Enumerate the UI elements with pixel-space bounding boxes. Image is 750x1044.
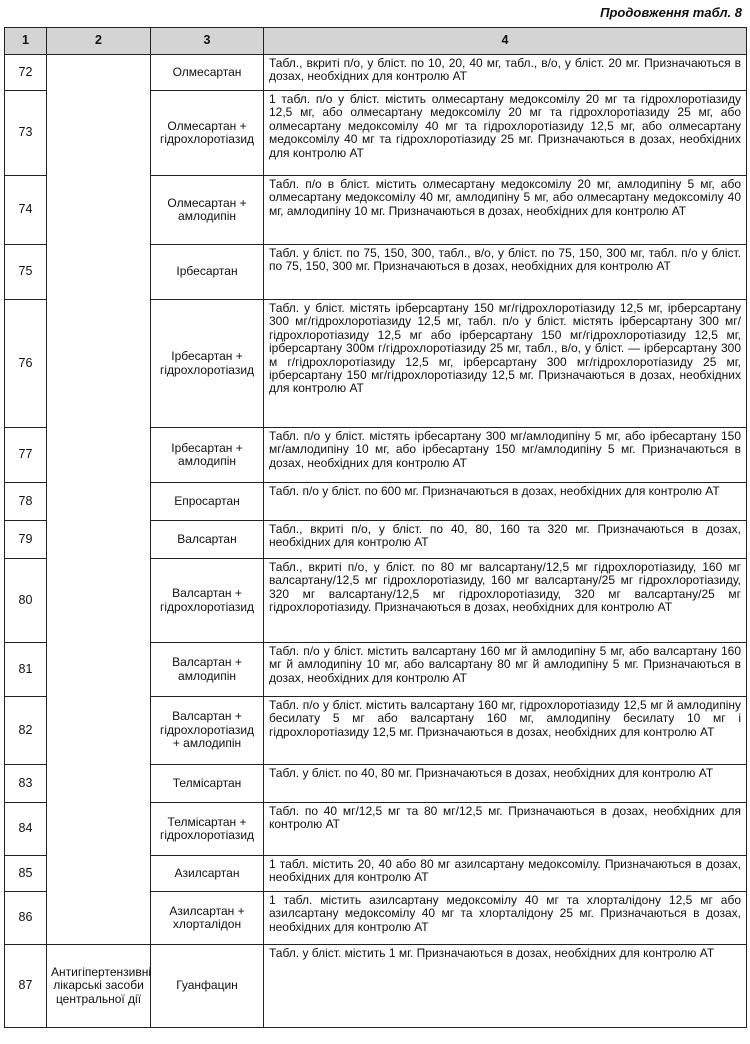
- row-number: 78: [5, 483, 47, 521]
- drug-name: Валсартан: [151, 521, 264, 559]
- drug-description: Табл. п/о у бліст. містить валсартану 160 мг, гідрохлоротіазиду 12,5 мг й амлодипіну бесилату 5 мг або валсартану 160 мг, амлодипіну бесилату 10 мг і гідрохлоротіазиду 12,5 мг. Призначаються в дозах, необхідних для контролю АТ: [264, 697, 747, 765]
- row-number: 86: [5, 892, 47, 945]
- row-number: 77: [5, 428, 47, 483]
- row-number: 76: [5, 300, 47, 428]
- drug-description: 1 табл. містить 20, 40 або 80 мг азилсартану медоксомілу. Призначаються в дозах, необхідних для контролю АТ: [264, 856, 747, 892]
- drug-description: 1 табл. містить азилсартану медоксомілу 40 мг та хлорталідону 12,5 мг або азилсартану медоксомілу 40 мг та хлорталідону 25 мг. Призначаються в дозах, необхідних для контролю АТ: [264, 892, 747, 945]
- row-number: 83: [5, 765, 47, 803]
- row-number: 74: [5, 176, 47, 245]
- drug-name: Олмесартан + амлодипін: [151, 176, 264, 245]
- header-col-2: 2: [47, 28, 151, 55]
- drug-name: Азилсартан: [151, 856, 264, 892]
- drug-name: Епросартан: [151, 483, 264, 521]
- drug-name: Телмісартан + гідрохлоротіазид: [151, 803, 264, 856]
- table-row: [5, 55, 747, 91]
- drug-name: Гуанфацин: [151, 945, 264, 1028]
- header-col-1: 1: [5, 28, 47, 55]
- header-row: [5, 28, 747, 55]
- drug-name: Ірбесартан + амлодипін: [151, 428, 264, 483]
- drug-name: Телмісартан: [151, 765, 264, 803]
- drug-name: Ірбесартан + гідрохлоротіазид: [151, 300, 264, 428]
- table-continuation-caption: Продовження табл. 8: [600, 5, 742, 20]
- drug-description: Табл., вкриті п/о, у бліст. по 40, 80, 160 та 320 мг. Призначаються в дозах, необхідних для контролю АТ: [264, 521, 747, 559]
- row-number: 81: [5, 643, 47, 697]
- drug-class-cell: Антигіпертензивні лікарські засоби центральної дії: [47, 945, 151, 1028]
- drug-description: Табл., вкриті п/о, у бліст. по 10, 20, 40 мг, табл., в/о, у бліст. 20 мг. Призначаються в дозах, необхідних для контролю АТ: [264, 55, 747, 91]
- drug-description: Табл. у бліст. містять ірберсартану 150 мг/гідрохлоротіазиду 12,5 мг, ірберсартану 300 мг/гідрохлоротіазиду 12,5 мг, табл. п/о у бліст. містять ірберсартану 300 мг/гідрохлоротіазиду 12,5 мг або ірберсартану 150 мг/гідрохлоротіазиду 12,5 мг, ірберсартану 300м г/гідрохлоротіазиду 25 мг, табл., в/о, у бліст. — ірберсартану 300 м г/гідрохлоротіазиду 12,5 мг, ірберсартану 300 мг/гідрохлоротіазиду 25 мг, ірберсартану 150 мг/гідрохлоротіазиду 12,5 мг. Призначаються в дозах, необхідних для контролю АТ: [264, 300, 747, 428]
- row-number: 87: [5, 945, 47, 1028]
- drug-description: Табл. по 40 мг/12,5 мг та 80 мг/12,5 мг. Призначаються в дозах, необхідних для контролю АТ: [264, 803, 747, 856]
- drug-table: [4, 27, 747, 1028]
- drug-name: Ірбесартан: [151, 245, 264, 300]
- drug-description: 1 табл. п/о у бліст. містить олмесартану медоксомілу 20 мг та гідрохлоротіазиду 12,5 мг, або олмесартану медоксомілу 20 мг та гідрохлоротіазиду 25 мг, або олмесартану медоксомілу 40 мг та гідрохлоротіазиду 12,5 мг, або олмесартану медоксомілу 40 мг та гідрохлоротіазиду 25 мг. Призначаються в дозах, необхідних для контролю АТ: [264, 91, 747, 176]
- header-col-3: 3: [151, 28, 264, 55]
- row-number: 82: [5, 697, 47, 765]
- row-number: 79: [5, 521, 47, 559]
- drug-description: Табл. п/о у бліст. містять ірбесартану 300 мг/амлодипіну 5 мг, або ірбесартану 150 мг/амлодипіну 10 мг, або ірбесартану 150 мг/амлодипіну 5 мг. Призначаються в дозах, необхідних для контролю АТ: [264, 428, 747, 483]
- drug-description: Табл. у бліст. містить 1 мг. Призначаються в дозах, необхідних для контролю АТ: [264, 945, 747, 1028]
- header-col-4: 4: [264, 28, 747, 55]
- drug-description: Табл. у бліст. по 75, 150, 300, табл., в/о, у бліст. по 75, 150, 300 мг, табл. п/о у бліст. по 75, 150, 300 мг. Призначаються в дозах, необхідних для контролю АТ: [264, 245, 747, 300]
- row-number: 85: [5, 856, 47, 892]
- drug-description: Табл., вкриті п/о, у бліст. по 80 мг валсартану/12,5 мг гідрохлоротіазиду, 160 мг валсартану/12,5 мг гідрохлоротіазиду, 160 мг валсартану/25 мг гідрохлоротіазиду, 320 мг валсартану/12,5 мг гідрохлоротіазиду, 320 мг валсартану/25 мг гідрохлоротіазиду. Призначаються в дозах, необхідних для контролю АТ: [264, 559, 747, 643]
- drug-name: Азилсартан + хлорталідон: [151, 892, 264, 945]
- drug-name: Олмесартан + гідрохлоротіазид: [151, 91, 264, 176]
- row-number: 84: [5, 803, 47, 856]
- drug-description: Табл. у бліст. по 40, 80 мг. Призначаються в дозах, необхідних для контролю АТ: [264, 765, 747, 803]
- row-number: 73: [5, 91, 47, 176]
- drug-name: Олмесартан: [151, 55, 264, 91]
- drug-name: Валсартан + амлодипін: [151, 643, 264, 697]
- row-number: 80: [5, 559, 47, 643]
- row-number: 72: [5, 55, 47, 91]
- row-number: 75: [5, 245, 47, 300]
- drug-description: Табл. п/о в бліст. містить олмесартану медоксомілу 20 мг, амлодипіну 5 мг, або олмесартану медоксомілу 40 мг, амлодипіну 5 мг, або олмесартану медоксомілу 40 мг, амлодипіну 10 мг. Призначаються в дозах, необхідних для контролю АТ: [264, 176, 747, 245]
- drug-name: Валсартан + гідрохлоротіазид + амлодипін: [151, 697, 264, 765]
- drug-name: Валсартан + гідрохлоротіазид: [151, 559, 264, 643]
- drug-class-cell: [47, 55, 151, 945]
- drug-description: Табл. п/о у бліст. містить валсартану 160 мг й амлодипіну 5 мг, або валсартану 160 мг й амлодипіну 10 мг, або валсартану 80 мг й амлодипіну 5 мг. Призначаються в дозах, необхідних для контролю АТ: [264, 643, 747, 697]
- table-row: [5, 945, 747, 1028]
- drug-description: Табл. п/о у бліст. по 600 мг. Призначаються в дозах, необхідних для контролю АТ: [264, 483, 747, 521]
